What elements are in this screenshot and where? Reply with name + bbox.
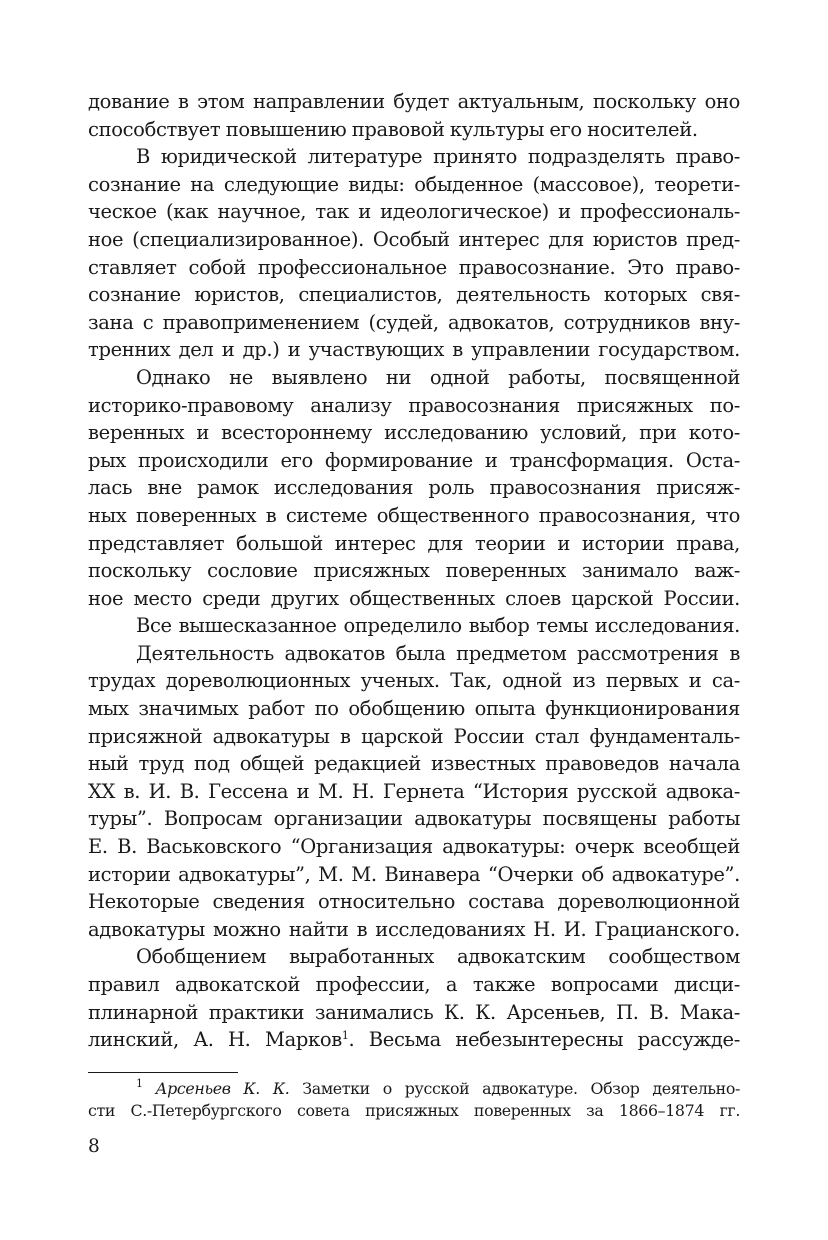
text-line: веренных и всестороннему исследованию условий, при кото-: [88, 421, 740, 445]
footnote-author: Арсеньев К. К.: [155, 1079, 290, 1098]
text-line: трудах дореволюционных ученых. Так, одной из первых и са-: [88, 669, 740, 693]
text-line: рых происходили его формирование и трансформация. Оста-: [88, 448, 740, 472]
footnotes: [88, 1078, 740, 1122]
footnote-text: Заметки о русской адвокатуре. Обзор деятельно-: [289, 1079, 741, 1098]
text-line: зана с правоприменением (судей, адвокатов, сотрудников вну-: [88, 310, 740, 334]
text-line: дование в этом направлении будет актуальным, поскольку оно: [88, 90, 740, 113]
text-line: плинарной практики занимались К. К. Арсеньев, П. В. Мака-: [88, 1000, 740, 1024]
text-line: [88, 1026, 740, 1054]
text-line: сознание на следующие виды: обыденное (массовое), теорети-: [88, 172, 740, 196]
text-line: ное (специализированное). Особый интерес для юристов пред-: [88, 227, 740, 251]
text-line: историко-правовому анализу правосознания присяжных по-: [88, 393, 740, 417]
text-line: Обобщением выработанных адвокатским сообществом: [136, 945, 740, 969]
text-line: ный труд под общей редакцией известных правоведов начала: [88, 752, 740, 776]
text-line: ставляет собой профессиональное правосознание. Это право-: [88, 255, 740, 279]
text-line: поскольку сословие присяжных поверенных занимало важ-: [88, 559, 740, 583]
text-line: Е. В. Васьковского “Организация адвокатуры: очерк всеобщей: [88, 835, 740, 859]
text-line: лась вне рамок исследования роль правосознания присяж-: [88, 476, 740, 500]
page-number: 8: [88, 1136, 100, 1157]
text-line: Деятельность адвокатов была предметом рассмотрения в: [136, 641, 740, 665]
footnote-line: [88, 1078, 740, 1100]
text-line: истории адвокатуры”, М. М. Винавера “Очерки об адвокатуре”.: [88, 862, 740, 886]
text-segment: . Весьма небезынтересны рассужде-: [348, 1028, 740, 1052]
text-line: туры”. Вопросам организации адвокатуры посвящены работы: [88, 807, 740, 831]
text-line: Однако не выявлено ни одной работы, посвященной: [136, 365, 740, 389]
text-line: мых значимых работ по обобщению опыта функционирования: [88, 697, 740, 721]
text-line: В юридической литературе принято подразделять право-: [136, 145, 740, 169]
text-line: тренних дел и др.) и участвующих в управлении государством.: [88, 338, 740, 362]
text-line: Все вышесказанное определило выбор темы исследования.: [136, 614, 740, 638]
text-line: присяжной адвокатуры в царской России стал фундаменталь-: [88, 724, 740, 748]
text-line: Некоторые сведения относительно состава дореволюционной: [88, 890, 740, 914]
text-line: представляет большой интерес для теории и истории права,: [88, 531, 740, 555]
text-line: ное место среди других общественных слоев царской России.: [88, 586, 740, 610]
text-line: способствует повышению правовой культуры его носителей.: [88, 117, 698, 141]
footnote-ref[interactable]: 1: [341, 1029, 349, 1043]
footnote-divider: [88, 1072, 238, 1073]
text-line: адвокатуры можно найти в исследованиях Н. И. Грацианского.: [88, 917, 740, 941]
text-line: сознание юристов, специалистов, деятельность которых свя-: [88, 283, 740, 307]
footnote-line: сти С.-Петербургского совета присяжных поверенных за 1866–1874 гг.: [88, 1101, 740, 1120]
text-line: ных поверенных в системе общественного правосознания, что: [88, 503, 740, 527]
main-text: [88, 88, 740, 1054]
text-line: XX в. И. В. Гессена и М. Н. Гернета “История русской адвока-: [88, 779, 740, 803]
text-line: правил адвокатской профессии, а также вопросами дисци-: [88, 973, 740, 996]
text-line: ческое (как научное, так и идеологическое) и профессиональ-: [88, 200, 740, 224]
footnote-marker: 1: [136, 1077, 143, 1090]
text-segment: линский, А. Н. Марков: [88, 1028, 342, 1052]
